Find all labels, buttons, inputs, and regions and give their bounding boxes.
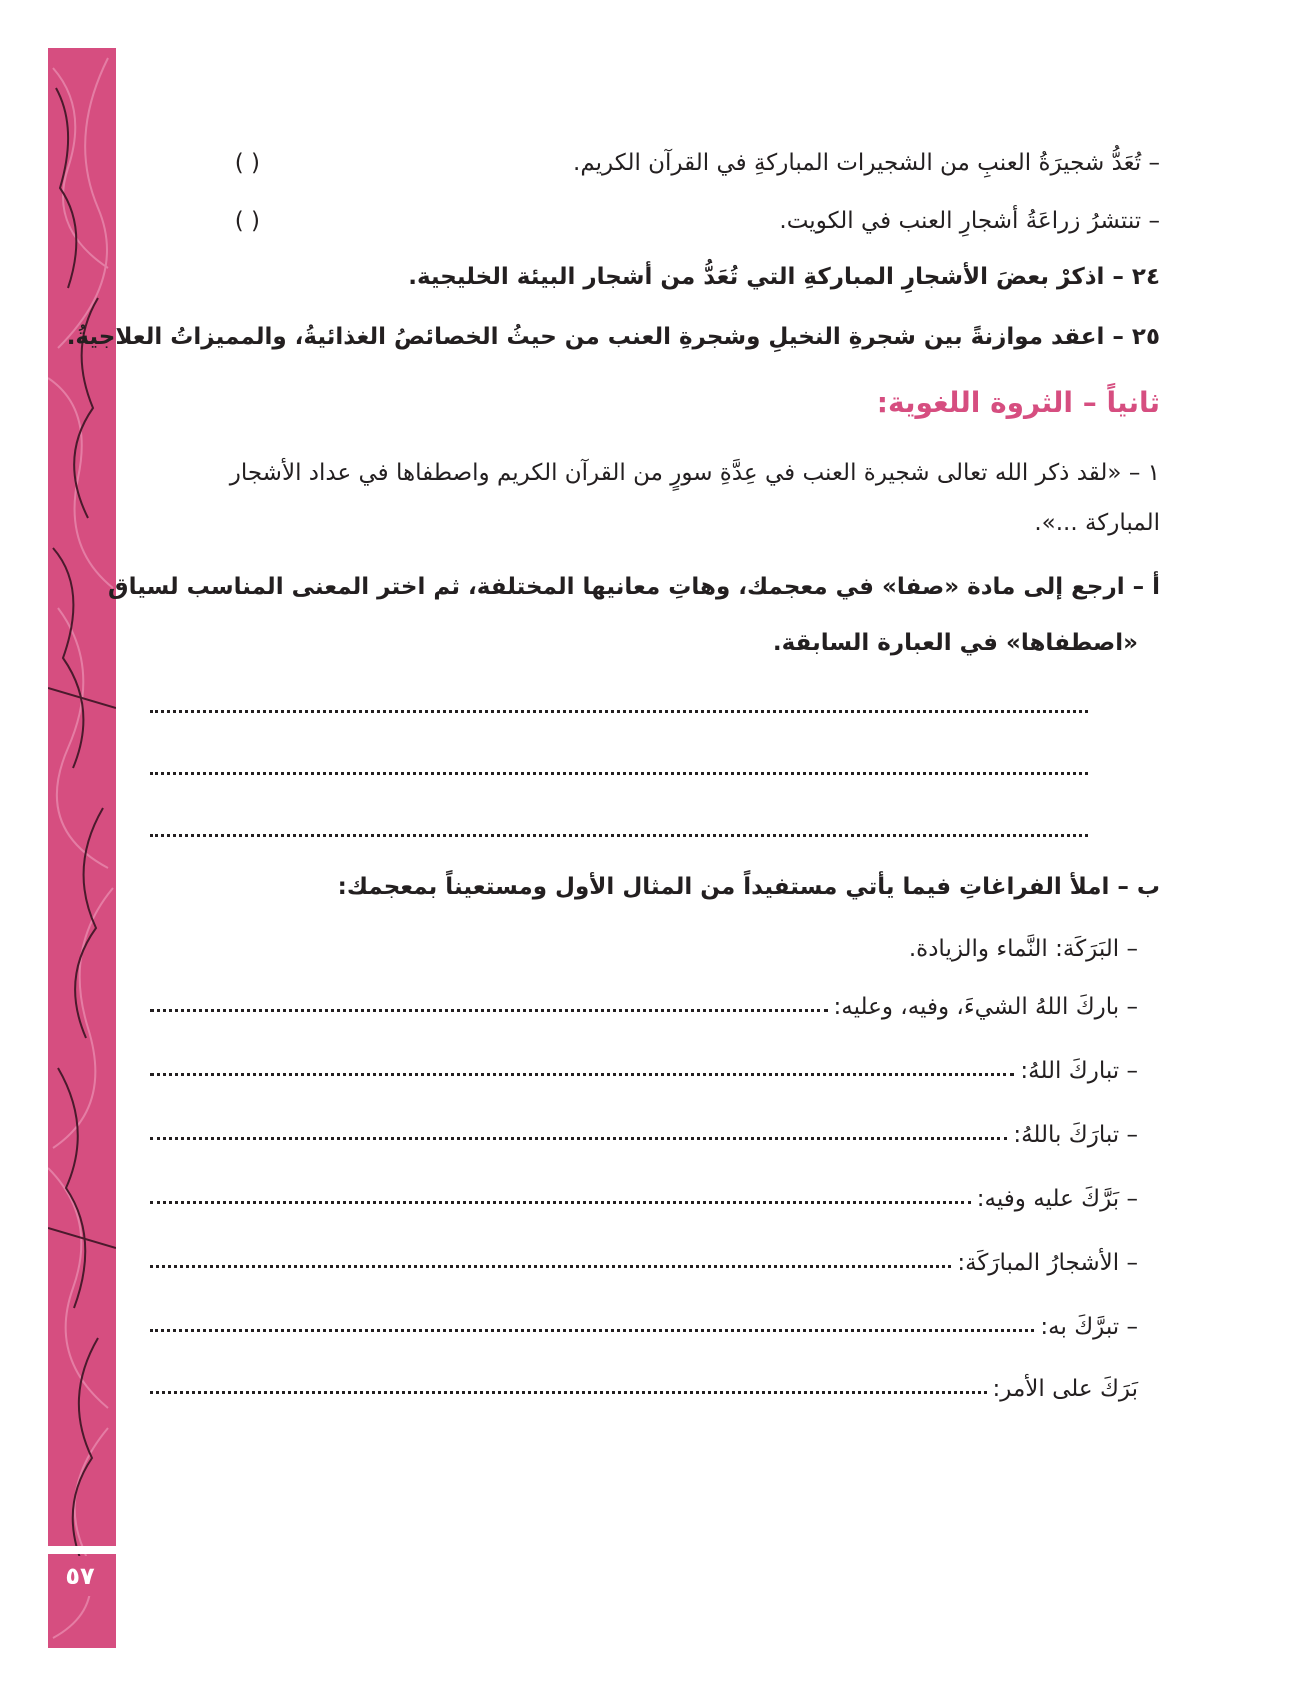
question-25: ٢٥ – اعقد موازنةً بين شجرةِ النخيلِ وشجرةِ العنب من حيثُ الخصائصُ الغذائيةُ، والمميزاتُ العلاجيةُ. [66, 324, 1160, 350]
statement-2: – تنتشرُ زراعَةُ أشجارِ العنب في الكويت. [779, 208, 1160, 234]
fill-row-label: – باركَ اللهُ الشيءَ، وفيه، وعليه: [833, 994, 1138, 1020]
fill-row[interactable] [150, 1314, 1138, 1340]
statement-1: – تُعَدُّ شجيرَةُ العنبِ من الشجيرات المباركةِ في القرآن الكريم. [573, 150, 1160, 176]
fill-blank[interactable] [150, 1009, 828, 1012]
fill-row[interactable] [150, 1122, 1138, 1148]
fill-row[interactable] [150, 994, 1138, 1020]
item-1-line-2: المباركة ...». [1034, 510, 1160, 536]
sidebar-gap [48, 1546, 116, 1554]
section-heading: ثانياً – الثروة اللغوية: [876, 386, 1160, 419]
part-a-line-2: «اصطفاها» في العبارة السابقة. [772, 630, 1138, 656]
page-number: ٥٧ [48, 1556, 112, 1596]
part-b-example: – البَرَكَة: النَّماء والزيادة. [908, 936, 1138, 962]
decorative-sidebar [48, 48, 116, 1648]
fill-blank[interactable] [150, 1329, 1034, 1332]
fill-blank[interactable] [150, 1201, 971, 1204]
sidebar-pattern [48, 48, 116, 1648]
fill-blank[interactable] [150, 1137, 1007, 1140]
item-1-line-1: ١ – «لقد ذكر الله تعالى شجيرة العنب في عِدَّةِ سورٍ من القرآن الكريم واصطفاها في عداد الأشجار [229, 460, 1160, 486]
answer-line-1[interactable] [150, 710, 1088, 713]
fill-blank[interactable] [150, 1265, 951, 1268]
part-a-line-1: أ – ارجع إلى مادة «صفا» في معجمك، وهاتِ معانيها المختلفة، ثم اختر المعنى المناسب لسياق [108, 574, 1160, 600]
page-content [66, 150, 1160, 1402]
answer-line-2[interactable] [150, 772, 1088, 775]
fill-blank[interactable] [150, 1073, 1014, 1076]
answer-bracket-1[interactable]: ( ) [234, 150, 260, 176]
fill-row-label: بَرَكَ على الأمر: [992, 1376, 1138, 1402]
question-24: ٢٤ – اذكرْ بعضَ الأشجارِ المباركةِ التي تُعَدُّ من أشجار البيئة الخليجية. [408, 264, 1160, 290]
fill-row-label: – تبارَكَ باللهُ: [1013, 1122, 1138, 1148]
answer-line-3[interactable] [150, 834, 1088, 837]
fill-row[interactable] [150, 1186, 1138, 1212]
answer-bracket-2[interactable]: ( ) [234, 208, 260, 234]
fill-row[interactable] [150, 1250, 1138, 1276]
fill-row-label: – الأشجارُ المبارَكَة: [957, 1250, 1138, 1276]
fill-row[interactable] [150, 1376, 1138, 1402]
part-b-instruction: ب – املأ الفراغاتِ فيما يأتي مستفيداً من المثال الأول ومستعيناً بمعجمك: [337, 874, 1160, 900]
fill-row[interactable] [150, 1058, 1138, 1084]
fill-row-label: – تباركَ اللهُ: [1020, 1058, 1138, 1084]
fill-row-label: – بَرَّكَ عليه وفيه: [976, 1186, 1138, 1212]
fill-blank[interactable] [150, 1391, 987, 1394]
fill-row-label: – تبرَّكَ به: [1040, 1314, 1138, 1340]
